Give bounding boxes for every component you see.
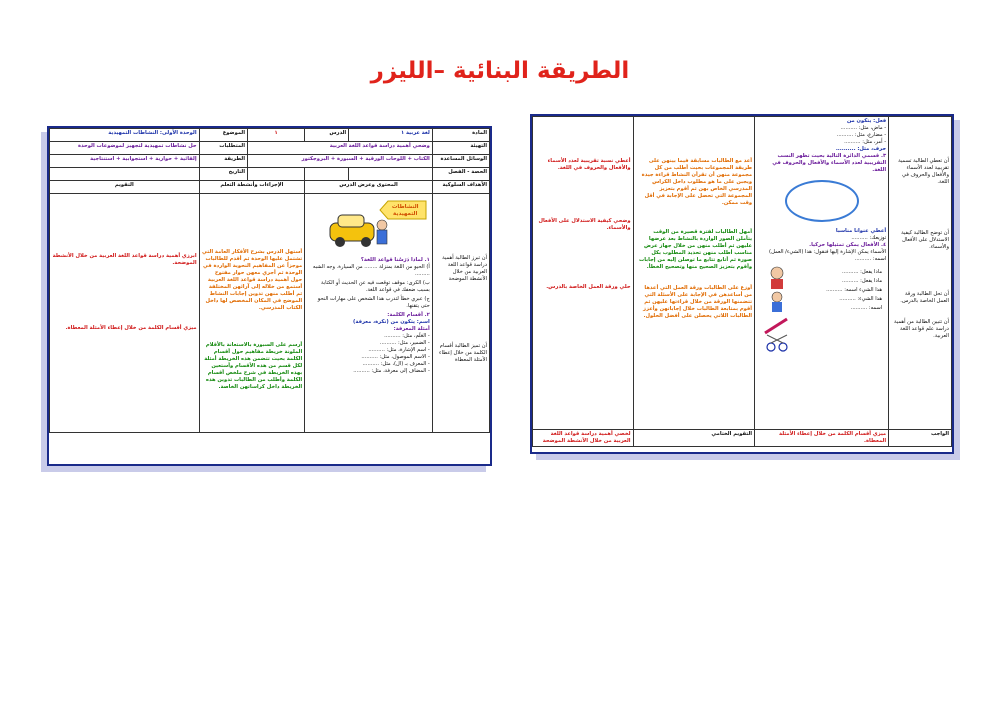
evaluation-3: حلي ورقة العمل الخاصة بالدرس. [546, 284, 631, 290]
content-line-11: - الاسم الموصول، مثل: .......... [361, 354, 430, 360]
method-label: الطريقة [199, 155, 247, 168]
goal-2: أن توضح الطالبة كيفية الاستدلال على الأفعال والأسماء. [901, 230, 949, 250]
date-label: التاريخ [199, 168, 247, 181]
goal-4: أن تتبين الطالبة من أهمية دراسة علم قواعد اللغة العربية. [894, 319, 949, 339]
content-line-1: ١. لماذا دَرَسْنا قواعد اللغة؟ [360, 257, 430, 263]
evaluation-2: ميزي أقسام الكلمة من خلال إعطاء الأمثلة المعطاة. [65, 325, 197, 331]
topic-label: الموضوع [199, 129, 247, 142]
content-b-3: ٤. الأفعال يمكن تمثيلها حركيا. [809, 242, 887, 248]
lesson-plan-page-1 [47, 126, 492, 466]
evaluation-1: أعطي نسبة تقريبية لعدد الأسماء والأفعال والحروف في اللغة. [547, 158, 631, 171]
topic-value: الوحدة الأولى: النشاطات التمهيدية [50, 129, 200, 142]
content-line-13: - المضاف إلى معرفة، مثل: .......... [353, 368, 430, 374]
content-a-6: ٣. قسمي الدائرة التالية بحيث تظهر النسب التقريبية لعدد الأسماء والأفعال والحروف في اللغة. [772, 153, 887, 173]
content-c-3: هذا الشيء اسمه: .......... [826, 287, 883, 293]
content-header: المحتوى وعرض الدرس [305, 181, 433, 194]
method-value: إلقائية + حوارية + استجوابية + استنتاجية [50, 155, 200, 168]
page-title: الطريقة البنائية –الليزر [370, 58, 630, 84]
goal-2: أن تميز الطالبة أقسام الكلمة من خلال إعطاء الأمثلة المعطاة [439, 343, 487, 363]
content-line-10: - اسم الإشارة، مثل: .......... [368, 347, 430, 353]
lesson-illustration [307, 195, 430, 257]
evaluation-1: ابرزي أهمية دراسة قواعد اللغة العربية من خلال الأنشطة الموضحة. [52, 253, 197, 266]
content-b-5: اسمه: .......... [854, 256, 887, 262]
goal-3: أن تحل الطالبة ورقة العمل الخاصة بالدرس. [900, 291, 949, 304]
content-c-4: هذا الشيء: .......... [839, 296, 883, 302]
picture-activity [757, 263, 886, 355]
homework-label: الواجب [889, 430, 952, 447]
content-b-1: أعطي عنوانا مناسبا [835, 228, 887, 234]
lesson-value: ١ [248, 129, 305, 142]
final-eval-label: التقويم الختامي [633, 430, 755, 447]
final-eval-value: لخصي أهمية دراسة قواعد اللغة العربية من خلال الأنشطة الموضحة [533, 430, 634, 447]
lesson-plan-table-2 [532, 116, 952, 447]
content-b-4: الأسماء يمكن الإشارة إليها فنقول: هذا (الشيء/ العمل) [769, 249, 887, 255]
evaluation-header: التقويم [50, 181, 200, 194]
activities-banner: النشاطات التمهيدية [391, 204, 419, 217]
aids-label: الوسائل المساعدة [432, 155, 489, 168]
pictures-column [757, 263, 797, 355]
evaluation-2: وضحي كيفية الاستدلال على الأفعال والأسماء. [538, 218, 631, 231]
subject-label: المادة [432, 129, 489, 142]
class-label: الحصة - الفصل [432, 168, 489, 181]
procedure-3: أوزع على الطالبات ورقة العمل التي أعدها من أساعدهن في الإجابة على الأسئلة التي تتضمنها الورقة من خلال قراءتها عليهن ثم أقوم بمتابعة الطالبات خلال إجاباتهن وأعزز الطالبات اللاتي يحصلن على أفضل الحلول. [643, 285, 753, 319]
aids-value: الكتاب + اللوحات الورقية + السبورة + البروجكتور [248, 155, 433, 168]
lesson-plan-table-1 [49, 128, 490, 433]
content-c-5: اسمه: .......... [850, 305, 883, 311]
content-a-5: حرف، مثل: .......... [835, 146, 887, 152]
content-c-2: ماذا يفعل: .......... [842, 278, 883, 284]
content-line-4: ج) عبري خطأ لتدرب هذا الشخص على مهارات النحو حتى يتقنها. [317, 296, 430, 309]
prep-label: التهيئة [432, 142, 489, 155]
lesson-label: الدرس [305, 129, 349, 142]
content-line-3: ب) الكرى: موقف توقعت فيه عن الحديث أو الكتابة بسبب ضعفك في قواعد اللغة. [320, 280, 430, 293]
content-c-1: ماذا يفعل: .......... [842, 269, 883, 275]
procedure-1: أعد مع الطالبات مسابقة فيما بينهن على طريقة المجموعات بحيث أطلب من كل مجموعة منهن أن تقرأن النشاط قراءة جيدة ويجبن على ما هو مطلوب داخل الكراس المدرسي الخاص بهن ثم أقوم بتعزيز المجموعة التي تحصل على الإجابة في أقل وقت ممكن. [641, 158, 753, 206]
content-a-2: - ماض، مثل: .......... [840, 125, 887, 131]
content-b-2: توزيعك: .......... [851, 235, 887, 241]
content-line-5: ٢. أقسام الكلمة: [387, 312, 430, 318]
goals-header: الأهداف السلوكية [432, 181, 489, 194]
procedure-2: أرسم على السبورة بالاستعانة بالأقلام الملونة خريطة مفاهيم حول أقسام الكلمة بحيث تتضمن هذه الخريطة أمثلة لكل قسم من هذه الأقسام وأستعين بهذه الخريطة في شرح ملخص أقسام الكلمة وأطلب من الطالبات تدوين هذه الخريطة داخل كراساتهن الخاصة. [204, 342, 303, 390]
content-a-4: - أمر، مثل: .......... [844, 139, 887, 145]
req-value: حل نشاطات تمهيدية لتجهيز لموضوعات الوحدة [50, 142, 200, 155]
lesson-plan-page-2 [530, 114, 954, 454]
content-line-2: أ) الحيو من اللغة بمنزلة ........ من السيارة. وجه الشبه ......... [312, 264, 430, 277]
prep-value: وضحي أهمية دراسة قواعد اللغة العربية [248, 142, 433, 155]
subject-value: لغة عربية ١ [349, 129, 433, 142]
goal-1: أن تبرز الطالبة أهمية دراسة قواعد اللغة العربية من خلال الأنشطة الموضحة [442, 255, 487, 282]
content-a-3: - مضارع، مثل: .......... [836, 132, 887, 138]
procedure-2: أمهل الطالبات لفترة قصيرة من الوقت يتأملن الصور الواردة بالنشاط بعد عرضها عليهن ثم أطلب منهن من خلال جهاز عرض مناسب أطلب منهن تحديد المطلوب بكل صورة ثم أتابع تتابع ما توصلن إليه من إجابات وأقوم بتعزيز الصحيح منها وتصحيح الخطأ. [639, 229, 753, 270]
procedures-header: الإجراءات وأنشطة التعلم [199, 181, 305, 194]
pie-circle-activity [785, 180, 859, 222]
content-a-1: فعل: يتكون من [846, 118, 887, 124]
content-line-7: أمثلة المعرفة: [393, 326, 430, 332]
procedure-1: أستهل الدرس بشرح الأفكار العامة التي تشتمل عليها الوحدة ثم أقدم للطالبات موجزاً عن المفاهيم النحوية الواردة في الوحدة ثم أجري معهن حوار مفتوح حول أهمية دراسة قواعد اللغة العربية أستمع من خلاله إلى آرائهن المختلفة ثم أطلب منهن تدوين إجابات النشاط الموضح في المكان المخصص لها داخل الكتاب المدرسي. [202, 249, 303, 311]
content-line-12: - المعرف بـ (ال)، مثل: .......... [362, 361, 430, 367]
content-line-8: - العَلَم، مثل: .......... [384, 333, 430, 339]
content-line-9: - الضمير، مثل: .......... [379, 340, 430, 346]
content-line-6: اسم: يتكون من (نكرة، معرفة) [353, 319, 430, 325]
homework-value: ميزي أقسام الكلمة من خلال إعطاء الأمثلة المعطاة. [755, 430, 889, 447]
req-label: المتطلبات [199, 142, 247, 155]
goal-1: أن تعطي الطالبة تسمية تقريبية لعدد الأسماء والأفعال والحروف في اللغة. [898, 158, 949, 185]
